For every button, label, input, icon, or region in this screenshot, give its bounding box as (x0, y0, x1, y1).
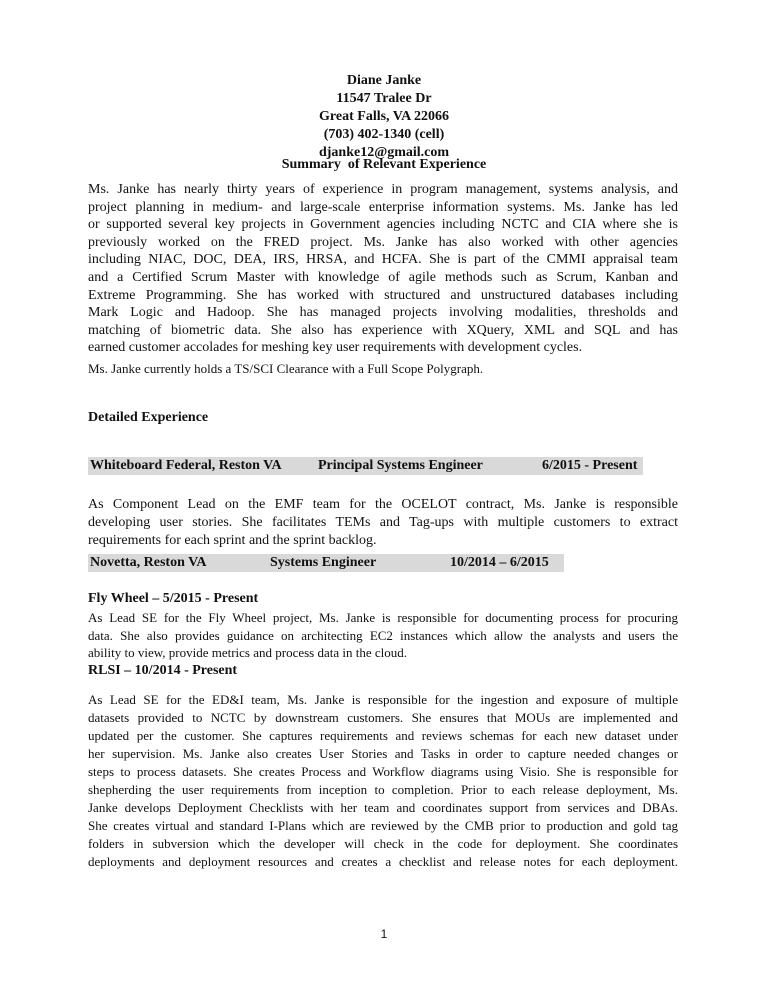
project-description (88, 609, 678, 662)
page-number: 1 (380, 927, 388, 941)
text-line: Ms. Janke has nearly thirty years of experience in program management, systems analysis, and (88, 182, 678, 197)
text-line: Mark Logic and Hadoop. She has managed projects involving modalities, thresholds and (88, 305, 678, 321)
text-line: Extreme Programming. She has worked with structured and unstructured databases including (88, 287, 678, 303)
text-line: steps to process datasets. She creates Process and Workflow diagrams using Visio. She is responsible for (88, 764, 678, 779)
text-line: As Lead SE for the ED&I team, Ms. Janke is responsible for the ingestion and exposure of multiple (88, 692, 678, 707)
job-title: Systems Engineer (270, 555, 377, 570)
email: djanke12@gmail.com (318, 145, 450, 160)
employer: Novetta, Reston VA (90, 555, 207, 570)
job-header-novetta (88, 554, 564, 572)
project-heading: Fly Wheel – 5/2015 - Present (88, 591, 259, 606)
text-line: earned customer accolades for meshing key user requirements with development cycles. (88, 340, 583, 356)
text-line: project planning in medium- and large-scale enterprise information systems. Ms. Janke has led (88, 199, 678, 215)
text-line: previously worked on the FRED project. Ms. Janke has also worked with other agencies (88, 234, 678, 250)
text-line: folders in subversion which the developer will check in the code for deployment. She coordinates (88, 836, 678, 851)
project-heading: RLSI – 10/2014 - Present (88, 663, 238, 678)
job-dates: 6/2015 - Present (542, 458, 638, 473)
phone: (703) 402-1340 (cell) (323, 127, 445, 142)
job-title: Principal Systems Engineer (318, 458, 483, 473)
text-line: developing user stories. She facilitates TEMs and Tag-ups with multiple customers to extract (88, 515, 678, 530)
text-line: She creates virtual and standard I-Plans which are reviewed by the CMB prior to production and gold tag (88, 818, 678, 833)
text-line: Janke develops Deployment Checklists with her team and coordinates support from services and DBAs. (88, 800, 678, 815)
job-description (88, 496, 678, 550)
text-line: shepherding the user requirements from inception to completion. Prior to each release deployment, Ms. (88, 782, 678, 797)
summary-paragraph (88, 181, 678, 357)
name: Diane Janke (346, 73, 422, 88)
employer: Whiteboard Federal, Reston VA (90, 458, 282, 473)
text-line: data. She also provides guidance on architecting EC2 instances which allow the analysts and users the (88, 627, 678, 643)
text-line: including NIAC, DOC, DEA, IRS, HRSA, and HCFA. She is part of the CMMI appraisal team (88, 252, 678, 268)
text-line: datasets provided to NCTC by downstream customers. She ensures that MOUs are implemented and (88, 710, 678, 725)
detailed-heading: Detailed Experience (88, 410, 209, 425)
street: 11547 Tralee Dr (336, 91, 432, 106)
text-line: or supported several key projects in Government agencies including NCTC and CIA where she is (88, 217, 678, 233)
text-line: As Component Lead on the EMF team for the OCELOT contract, Ms. Janke is responsible (88, 497, 678, 512)
clearance-text: Ms. Janke currently holds a TS/SCI Clearance with a Full Scope Polygraph. (88, 361, 484, 376)
contact-block (0, 72, 768, 162)
summary-heading: Summary of Relevant Experience (281, 157, 487, 172)
text-line: and a Certified Scrum Master with knowledge of agile methods such as Scrum, Kanban and (88, 269, 678, 285)
text-line: ability to view, provide metrics and process data in the cloud. (88, 645, 408, 660)
job-dates: 10/2014 – 6/2015 (450, 555, 549, 570)
text-line: updated per the customer. She captures requirements and reviews schemas for each new dataset under (88, 728, 678, 743)
text-line: As Lead SE for the Fly Wheel project, Ms. Janke is responsible for documenting process for procuring (88, 610, 678, 625)
text-line: matching of biometric data. She also has experience with XQuery, XML and SQL and has (88, 322, 678, 338)
text-line: deployments and deployment resources and creates a checklist and release notes for each deployment. (88, 854, 678, 869)
project-description (88, 691, 678, 871)
text-line: her supervision. Ms. Janke also creates User Stories and Tasks in order to capture needed changes or (88, 746, 678, 761)
text-line: requirements for each sprint and the sprint backlog. (88, 533, 377, 548)
city: Great Falls, VA 22066 (319, 109, 449, 124)
job-header-whiteboard (88, 457, 643, 475)
